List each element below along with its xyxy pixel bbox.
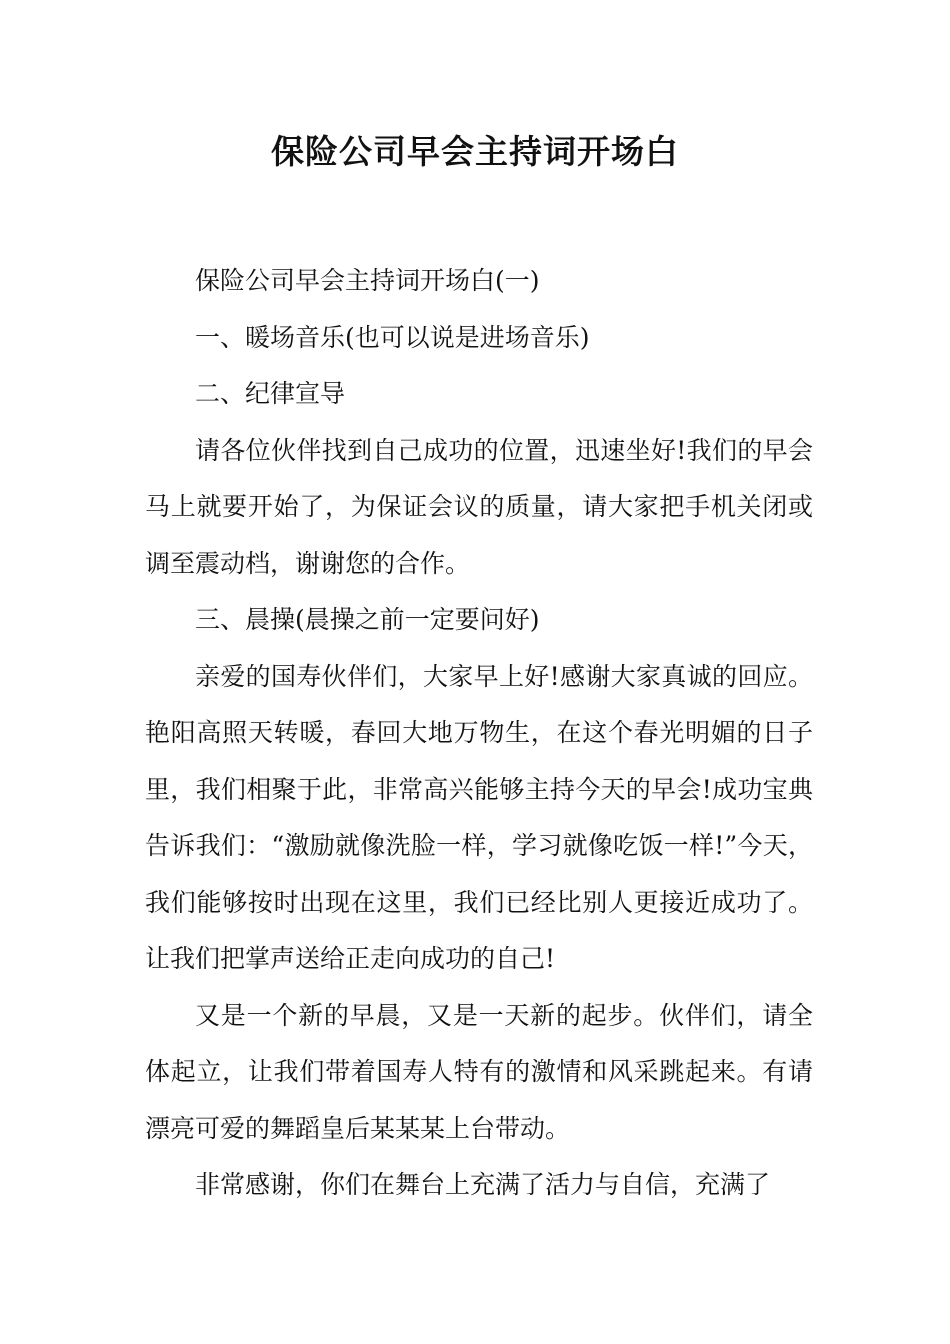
document-title: 保险公司早会主持词开场白 — [271, 132, 679, 171]
paragraph-thanks: 非常感谢，你们在舞台上充满了活力与自信，充满了 — [195, 1170, 771, 1199]
paragraph-greeting: 亲爱的国寿伙伴们，大家早上好!感谢大家真诚的回应。艳阳高照天转暖，春回大地万物生，在这个春光明媚的日子里，我们相聚于此，非常高兴能够主持今天的早会!成功宝典告诉我们：“激励就像洗脸一样，学习就像吃饭一样!”今天，我们能够按时出现在这里，我们已经比别人更接近成功了。让我们把掌声送给正走向成功的自己! — [145, 661, 813, 973]
paragraph-warmup-music: 一、暖场音乐(也可以说是进场音乐) — [195, 322, 590, 352]
document-body — [145, 253, 813, 1214]
paragraph-discipline: 二、纪律宣导 — [195, 379, 346, 408]
paragraph-discipline-text: 请各位伙伴找到自己成功的位置，迅速坐好!我们的早会马上就要开始了，为保证会议的质量，请大家把手机关闭或调至震动档，谢谢您的合作。 — [145, 435, 813, 578]
paragraph-new-morning: 又是一个新的早晨，又是一天新的起步。伙伴们，请全体起立，让我们带着国寿人特有的激情和风采跳起来。有请漂亮可爱的舞蹈皇后某某某上台带动。 — [145, 1000, 813, 1143]
paragraph-section-heading: 保险公司早会主持词开场白(一) — [195, 266, 540, 295]
paragraph-morning-exercise: 三、晨操(晨操之前一定要问好) — [195, 605, 540, 634]
